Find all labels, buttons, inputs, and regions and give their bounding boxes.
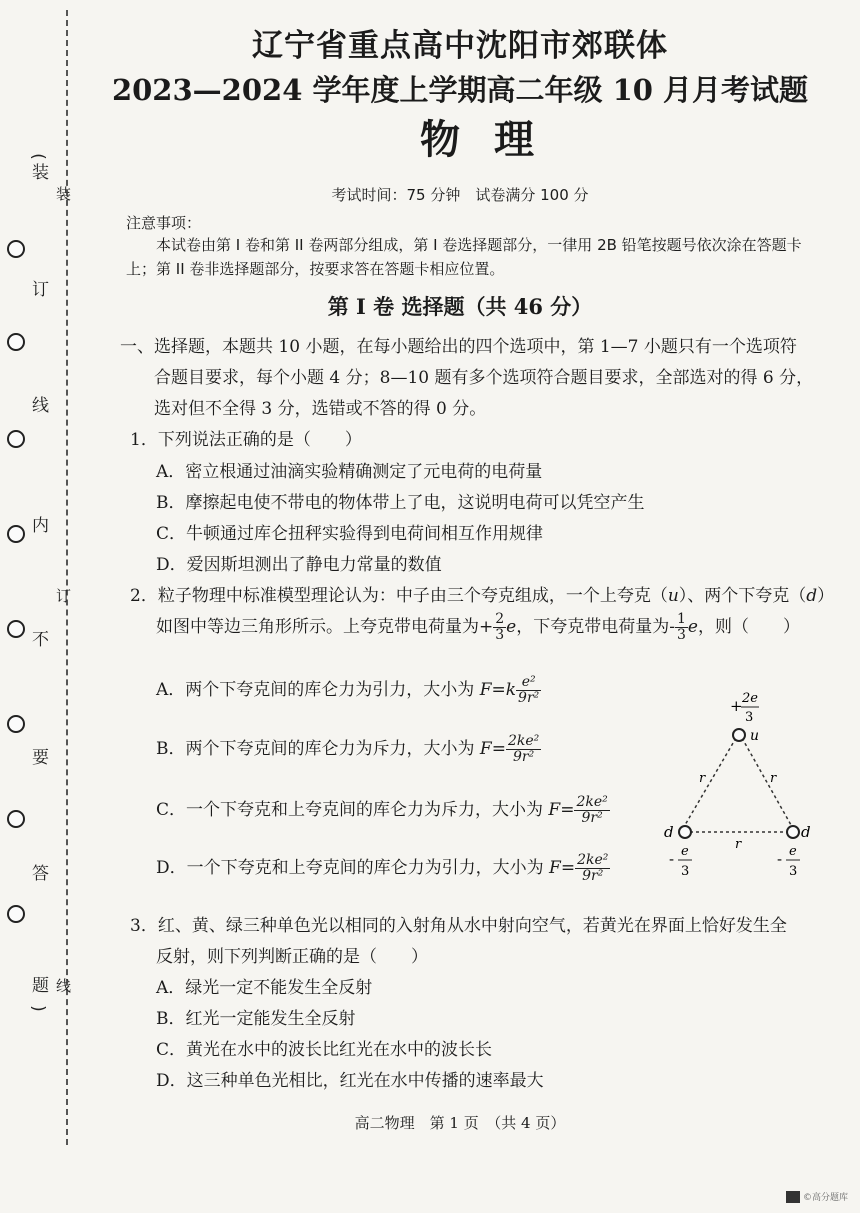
- fraction-num: 2: [495, 611, 505, 627]
- bottom-right-charge-den: 3: [789, 864, 798, 879]
- binding-text: 要: [32, 748, 49, 768]
- watermark: [786, 1190, 848, 1204]
- subject-title: 物理: [420, 116, 568, 163]
- stem-var: d: [806, 586, 818, 606]
- triangle-side-right: [742, 738, 791, 825]
- question-2-stem-line1: [130, 581, 834, 606]
- notice-heading: 注意事项：: [126, 214, 202, 232]
- question-3-stem-line1: 3．红、黄、绿三种单色光以相同的入射角从水中射向空气，若黄光在界面上恰好发生全: [130, 916, 787, 936]
- question-1-stem: 1．下列说法正确的是（ ）: [130, 430, 362, 450]
- question-1-option-b: B．摩擦起电使不带电的物体带上了电，这说明电荷可以凭空产生: [156, 493, 645, 513]
- instruction-line: 选对但不全得 3 分，选错或不答的得 0 分。: [154, 399, 487, 419]
- label-u: u: [750, 728, 760, 744]
- bottom-left-charge-num: e: [681, 844, 689, 859]
- option-text: B．两个下夸克间的库仑力为斥力，大小为: [156, 739, 480, 759]
- fraction-num: e²: [516, 675, 541, 691]
- option-text: D．一个下夸克和上夸克间的库仑力为引力，大小为: [156, 858, 550, 878]
- question-2-option-c: [156, 795, 610, 826]
- fraction-den: 9r²: [581, 810, 603, 826]
- binding-text: 装: [32, 163, 49, 183]
- fraction-num: 2ke²: [507, 733, 540, 749]
- exam-info: 考试时间：75 分钟 试卷满分 100 分: [331, 186, 589, 204]
- stem-var: u: [667, 586, 679, 606]
- section-instruction: [120, 332, 820, 425]
- binding-text: 线: [32, 396, 49, 416]
- label-r-bottom: r: [735, 837, 742, 852]
- binding-hole: [7, 240, 25, 258]
- binding-text: 内: [32, 516, 49, 536]
- fraction-den: 9r²: [512, 749, 535, 765]
- binding-hole: [7, 620, 25, 638]
- binding-hole: [7, 333, 25, 351]
- stem-text: ，下夸克带电荷量为-: [516, 617, 675, 637]
- option-formula: F=: [549, 858, 576, 878]
- fraction: [506, 734, 541, 765]
- top-charge-sign: +: [730, 697, 743, 715]
- label-d-right: d: [801, 823, 811, 841]
- question-2-stem-line2: [156, 612, 800, 643]
- question-1-option-c: C．牛顿通过库仑扭秤实验得到电荷间相互作用规律: [156, 524, 544, 544]
- bottom-left-charge-den: 3: [681, 864, 690, 879]
- up-quark-node: [733, 729, 745, 741]
- option-formula: F=k: [479, 680, 517, 700]
- watermark-text: ©高分题库: [802, 1192, 848, 1203]
- binding-hole: [7, 810, 25, 828]
- fraction: [493, 612, 506, 643]
- fraction-num: 2ke²: [576, 794, 608, 810]
- stem-var: e: [687, 617, 698, 637]
- binding-hole: [7, 525, 25, 543]
- binding-inner-text: 线: [56, 977, 72, 995]
- stem-var: e: [506, 617, 517, 637]
- binding-hole: [7, 430, 25, 448]
- exam-title-line2: 2023—2024 学年度上学期高二年级 10 月月考试题: [111, 73, 809, 107]
- top-charge-num: 2e: [742, 691, 758, 706]
- top-charge-den: 3: [745, 710, 754, 725]
- question-2-option-a: [156, 675, 541, 706]
- stem-text: 如图中等边三角形所示。上夸克带电荷量为+: [156, 617, 494, 637]
- option-text: C．一个下夸克和上夸克间的库仑力为斥力，大小为: [156, 800, 549, 820]
- binding-hole: [7, 715, 25, 733]
- fraction: [574, 795, 609, 826]
- stem-text: ，则（ ）: [697, 617, 800, 637]
- quark-triangle-figure: [655, 680, 825, 880]
- question-1-option-a: A．密立根通过油滴实验精确测定了元电荷的电荷量: [156, 462, 543, 482]
- fraction: [516, 675, 541, 706]
- binding-dashed-line: [66, 10, 68, 1145]
- down-quark-node-right: [787, 826, 799, 838]
- stem-text: ）、两个下夸克（: [678, 586, 807, 606]
- option-formula: F=: [479, 739, 506, 759]
- fraction: [675, 612, 688, 643]
- fraction-den: 9r²: [518, 690, 540, 706]
- instruction-line: 合题目要求，每个小题 4 分；8—10 题有多个选项符合题目要求，全部选对的得 6 分，: [154, 368, 814, 388]
- bottom-left-charge-sign: -: [669, 850, 675, 868]
- binding-text: 订: [32, 280, 49, 300]
- question-3-option-c: C．黄光在水中的波长比红光在水中的波长长: [156, 1040, 493, 1060]
- label-d-left: d: [664, 823, 674, 841]
- binding-text: 题: [32, 976, 49, 996]
- fraction-den: 9r²: [582, 868, 604, 884]
- question-2-option-d: [156, 853, 610, 884]
- binding-inner-text: 装: [56, 185, 72, 203]
- option-formula: F=: [548, 800, 575, 820]
- fraction: [575, 853, 610, 884]
- binding-hole: [7, 905, 25, 923]
- triangle-side-left: [685, 738, 736, 825]
- fraction-den: 3: [495, 627, 505, 643]
- binding-text: (: [27, 153, 48, 160]
- section-title: 第 I 卷 选择题（共 46 分）: [327, 294, 593, 319]
- page-footer: 高二物理 第 1 页 （共 4 页）: [354, 1114, 566, 1132]
- question-3-option-b: B．红光一定能发生全反射: [156, 1009, 356, 1029]
- label-r-right: r: [770, 771, 777, 786]
- question-2-option-b: [156, 734, 541, 765]
- instruction-line: 一、选择题，本题共 10 小题，在每小题给出的四个选项中，第 1—7 小题只有一个选项符: [120, 337, 797, 357]
- question-3-stem-line2: 反射，则下列判断正确的是（ ）: [156, 947, 428, 967]
- question-3-option-a: A．绿光一定不能发生全反射: [156, 978, 373, 998]
- stem-text: ）: [817, 586, 835, 606]
- binding-text: 答: [32, 864, 49, 884]
- bottom-right-charge-num: e: [789, 844, 797, 859]
- fraction-num: 1: [676, 611, 686, 627]
- down-quark-node-left: [679, 826, 691, 838]
- binding-text: ): [27, 1005, 48, 1012]
- label-r-left: r: [699, 771, 706, 786]
- fraction-num: 2ke²: [577, 852, 609, 868]
- binding-inner-text: 订: [56, 587, 72, 605]
- watermark-logo-icon: [786, 1191, 800, 1203]
- fraction-den: 3: [676, 627, 686, 643]
- binding-text: 不: [32, 630, 49, 650]
- notice-body: 本试卷由第 I 卷和第 II 卷两部分组成，第 I 卷选择题部分，一律用 2B 铅笔按题号依次涂在答题卡上；第 II 卷非选择题部分，按要求答在答题卡相应位置。: [126, 236, 802, 278]
- bottom-right-charge-sign: -: [777, 850, 783, 868]
- stem-text: 2．粒子物理中标准模型理论认为：中子由三个夸克组成，一个上夸克（: [130, 586, 668, 606]
- question-3-option-d: D．这三种单色光相比，红光在水中传播的速率最大: [156, 1071, 544, 1091]
- option-text: A．两个下夸克间的库仑力为引力，大小为: [156, 680, 480, 700]
- exam-title-line1: 辽宁省重点高中沈阳市郊联体: [252, 28, 668, 64]
- question-1-option-d: D．爱因斯坦测出了静电力常量的数值: [156, 555, 442, 575]
